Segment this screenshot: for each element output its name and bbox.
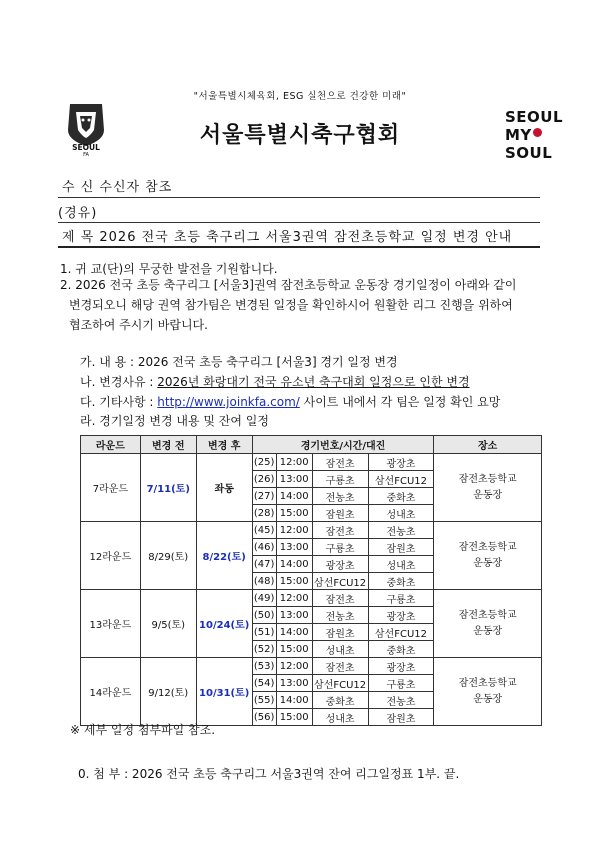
game-time-cell: 12:00 [276, 522, 312, 539]
round-cell: 14라운드 [81, 658, 141, 726]
home-team-cell: 삼선FCU12 [312, 573, 368, 590]
away-team-cell: 성내초 [368, 556, 434, 573]
before-date-cell: 7/11(토) [140, 454, 196, 522]
venue-line-1: 잠전초등학교 [458, 677, 517, 689]
home-team-cell: 잠전초 [312, 658, 368, 675]
venue-line-1: 잠전초등학교 [458, 609, 517, 621]
game-time-cell: 15:00 [276, 641, 312, 658]
game-time-cell: 13:00 [276, 471, 312, 488]
header-after: 변경 후 [196, 436, 252, 454]
venue-line-1: 잠전초등학교 [458, 541, 517, 553]
game-time-cell: 15:00 [276, 573, 312, 590]
game-number-cell: (56) [252, 709, 276, 726]
home-team-cell: 중화초 [312, 692, 368, 709]
header-before: 변경 전 [140, 436, 196, 454]
schedule-table [80, 435, 542, 726]
game-number-cell: (45) [252, 522, 276, 539]
game-time-cell: 12:00 [276, 454, 312, 471]
game-number-cell: (49) [252, 590, 276, 607]
item-da-rest: 사이트 내에서 각 팀은 일정 확인 요망 [299, 395, 501, 409]
heart-icon [533, 128, 542, 137]
venue-cell [434, 522, 542, 590]
away-team-cell: 잠원초 [368, 709, 434, 726]
away-team-cell: 광장초 [368, 607, 434, 624]
game-time-cell: 13:00 [276, 607, 312, 624]
item-ra: 라. 경기일정 변경 내용 및 잔여 일정 [80, 414, 269, 428]
via-line: (경유) [58, 206, 98, 221]
game-number-cell: (25) [252, 454, 276, 471]
away-team-cell: 중화초 [368, 488, 434, 505]
seoul-my-soul-logo [505, 108, 565, 162]
game-number-cell: (26) [252, 471, 276, 488]
game-number-cell: (48) [252, 573, 276, 590]
subject-line: 제 목 2026 전국 초등 축구리그 서울3권역 잠전초등학교 일정 변경 안내 [62, 230, 513, 245]
home-team-cell: 잠전초 [312, 590, 368, 607]
table-row [81, 522, 542, 539]
home-team-cell: 잠전초 [312, 454, 368, 471]
paragraph-1: 1. 귀 교(단)의 무궁한 발전을 기원합니다. [60, 262, 278, 276]
divider [58, 246, 540, 248]
game-number-cell: (55) [252, 692, 276, 709]
after-date-cell: 10/31(토) [196, 658, 252, 726]
game-number-cell: (50) [252, 607, 276, 624]
home-team-cell: 전농초 [312, 607, 368, 624]
item-na-value: 2026년 화랑대기 전국 유소년 축구대회 일정으로 인한 변경 [157, 375, 470, 389]
after-date-cell: 10/24(토) [196, 590, 252, 658]
game-number-cell: (27) [252, 488, 276, 505]
away-team-cell: 중화초 [368, 573, 434, 590]
header-round: 라운드 [81, 436, 141, 454]
divider [58, 197, 540, 198]
round-cell: 13라운드 [81, 590, 141, 658]
away-team-cell: 구룡초 [368, 590, 434, 607]
game-time-cell: 14:00 [276, 556, 312, 573]
game-number-cell: (46) [252, 539, 276, 556]
home-team-cell: 광장초 [312, 556, 368, 573]
away-team-cell: 전농초 [368, 692, 434, 709]
after-date-cell: 좌동 [196, 454, 252, 522]
paragraph-2-line-2: 변경되오니 해당 권역 참가팀은 변경된 일정을 확인하시어 원활한 리그 진행을 위하여 [69, 298, 513, 312]
home-team-cell: 삼선FCU12 [312, 675, 368, 692]
right-logo-line2: MY SOUL [505, 126, 553, 162]
after-date-cell: 8/22(토) [196, 522, 252, 590]
home-team-cell: 구룡초 [312, 471, 368, 488]
away-team-cell: 삼선FCU12 [368, 471, 434, 488]
slogan: "서울특별시체육회, ESG 실천으로 건강한 미래" [193, 91, 407, 102]
header-match: 경기번호/시간/대진 [252, 436, 434, 454]
venue-line-2: 운동장 [473, 489, 503, 501]
venue-line-2: 운동장 [473, 625, 503, 637]
header-venue: 장소 [434, 436, 542, 454]
game-time-cell: 15:00 [276, 505, 312, 522]
table-header-row [81, 436, 542, 454]
game-number-cell: (51) [252, 624, 276, 641]
game-number-cell: (52) [252, 641, 276, 658]
game-time-cell: 13:00 [276, 539, 312, 556]
before-date-cell: 9/12(토) [140, 658, 196, 726]
recipient-line: 수 신 수신자 참조 [62, 180, 173, 195]
kfa-link[interactable]: http://www.joinkfa.com/ [157, 395, 300, 409]
home-team-cell: 성내초 [312, 709, 368, 726]
game-number-cell: (54) [252, 675, 276, 692]
game-time-cell: 14:00 [276, 488, 312, 505]
table-row [81, 590, 542, 607]
game-time-cell: 15:00 [276, 709, 312, 726]
away-team-cell: 삼선FCU12 [368, 624, 434, 641]
divider [58, 222, 540, 223]
paragraph-2-line-3: 협조하여 주시기 바랍니다. [69, 318, 208, 332]
game-number-cell: (47) [252, 556, 276, 573]
home-team-cell: 구룡초 [312, 539, 368, 556]
away-team-cell: 구룡초 [368, 675, 434, 692]
away-team-cell: 광장초 [368, 454, 434, 471]
venue-cell [434, 590, 542, 658]
org-title: 서울특별시축구협회 [199, 123, 401, 148]
home-team-cell: 잠원초 [312, 624, 368, 641]
game-time-cell: 12:00 [276, 658, 312, 675]
venue-line-2: 운동장 [473, 693, 503, 705]
away-team-cell: 광장초 [368, 658, 434, 675]
venue-line-1: 잠전초등학교 [458, 473, 517, 485]
home-team-cell: 잠전초 [312, 522, 368, 539]
away-team-cell: 중화초 [368, 641, 434, 658]
item-da-label: 다. 기타사항 : [80, 395, 158, 409]
venue-cell [434, 658, 542, 726]
left-logo-sub: FA [83, 152, 89, 158]
game-number-cell: (28) [252, 505, 276, 522]
item-ga-value: 2026 전국 초등 축구리그 [서울3] 경기 일정 변경 [137, 355, 398, 369]
left-logo-text: SEOUL [72, 143, 100, 152]
attachment-line: 0. 첨 부 : 2026 전국 초등 축구리그 서울3권역 잔여 리그일정표 1부. 끝. [78, 767, 460, 781]
game-time-cell: 14:00 [276, 624, 312, 641]
paragraph-2-line-1: 2. 2026 전국 초등 축구리그 [서울3]권역 잠전초등학교 운동장 경기일정이 아래와 같이 [60, 278, 517, 292]
before-date-cell: 8/29(토) [140, 522, 196, 590]
game-time-cell: 13:00 [276, 675, 312, 692]
away-team-cell: 잠원초 [368, 539, 434, 556]
away-team-cell: 전농초 [368, 522, 434, 539]
table-row [81, 658, 542, 675]
away-team-cell: 성내초 [368, 505, 434, 522]
table-row [81, 454, 542, 471]
game-number-cell: (53) [252, 658, 276, 675]
home-team-cell: 잠원초 [312, 505, 368, 522]
home-team-cell: 전농초 [312, 488, 368, 505]
right-logo-line1: SEOUL [505, 108, 564, 126]
round-cell: 12라운드 [81, 522, 141, 590]
before-date-cell: 9/5(토) [140, 590, 196, 658]
round-cell: 7라운드 [81, 454, 141, 522]
note: ※ 세부 일정 첨부파일 참조. [70, 723, 216, 737]
item-ga-label: 가. 내 용 : [80, 355, 138, 369]
item-na-label: 나. 변경사유 : [80, 375, 158, 389]
venue-line-2: 운동장 [473, 557, 503, 569]
game-time-cell: 14:00 [276, 692, 312, 709]
game-time-cell: 12:00 [276, 590, 312, 607]
venue-cell [434, 454, 542, 522]
home-team-cell: 성내초 [312, 641, 368, 658]
